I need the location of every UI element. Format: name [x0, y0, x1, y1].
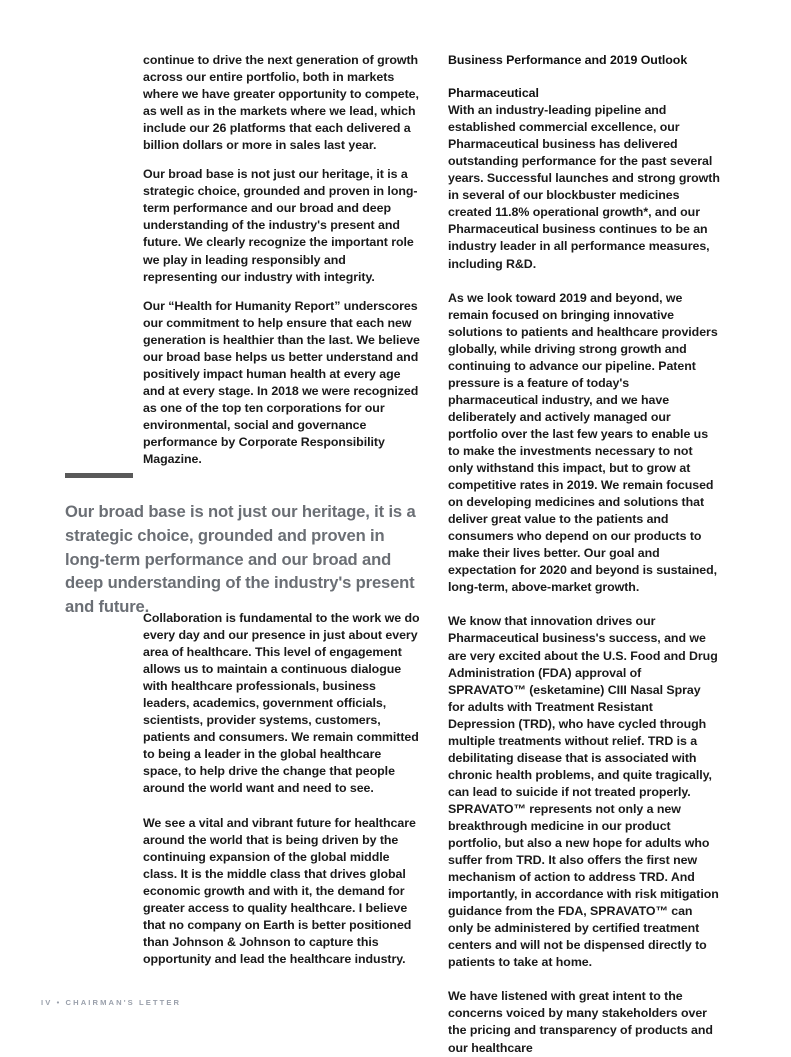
subsection-heading-pharmaceutical: Pharmaceutical: [448, 86, 539, 101]
left-text-column-lower: [143, 610, 421, 968]
paragraph-vital-vibrant-future: We see a vital and vibrant future for healthcare around the world that is being driven by the continuing expansion of the global middle class. It is the middle class that drives global economic growth and with it, the demand for greater access to quality healthcare. I believe that no company on Earth is better positioned than Johnson & Johnson to capture this opportunity and lead the healthcare industry.: [143, 815, 416, 966]
paragraph-health-for-humanity: Our “Health for Humanity Report” underscores our commitment to help ensure that each new generation is healthier than the last. We believe our broad base helps us better understand and positively impact human health at every age and at every stage. In 2018 we were recognized as one of the top ten corporations for our environmental, social and governance performance by Corporate Responsibility Magazine.: [143, 298, 420, 467]
paragraph-listened-with-great-intent: We have listened with great intent to the concerns voiced by many stakeholders over the pricing and transparency of products and our healthcare: [448, 989, 713, 1055]
left-text-column: [143, 52, 421, 468]
right-text-column: [448, 52, 720, 1057]
pullquote: [65, 473, 425, 619]
paragraph-industry-leading-pipeline: With an industry-leading pipeline and established commercial excellence, our Pharmaceutical business has delivered outstanding performance for the past several years. Successful launches and strong growth in several of our blockbuster medicines created 11.8% operational growth*, and our Pharmaceutical business continues to be an industry leader in all performance measures, including R&D.: [448, 103, 720, 271]
paragraph-innovation-spravato: We know that innovation drives our Pharmaceutical business's success, and we are very excited about the U.S. Food and Drug Administration (FDA) approval of SPRAVATO™ (esketamine) CIII Nasal Spray for adults with Treatment Resistant Depression (TRD), who have cycled through multiple treatments without relief. TRD is a debilitating disease that is associated with chronic health problems, and quite tragically, can lead to suicide if not treated properly. SPRAVATO™ represents not only a new breakthrough medicine in our product portfolio, but also a new hope for adults who suffer from TRD. It also offers the first new mechanism of action to address TRD. And importantly, in accordance with risk mitigation guidance from the FDA, SPRAVATO™ can only be administered by certified treatment centers and will not be dispensed directly to patients to take at home.: [448, 614, 719, 970]
paragraph-look-toward-2019: As we look toward 2019 and beyond, we remain focused on bringing innovative solutions to patients and healthcare providers globally, while driving strong growth and continuing to advance our pipeline. Patent pressure is a feature of today's pharmaceutical industry, and we have deliberately and actively managed our portfolio over the last few years to enable us to make the investments necessary to not only withstand this impact, but to grow at competitive rates in 2019. We remain focused on developing medicines and solutions that deliver great value to the patients and consumers who depend on our products to make their lives better. Our goal and expectation for 2020 and beyond is sustained, long-term, above-market growth.: [448, 290, 718, 595]
paragraph-broad-base: Our broad base is not just our heritage, it is a strategic choice, grounded and proven in long-term performance and our broad and deep understanding of the industry's present and future. We clearly recognize the important role we play in leading responsibly and representing our industry with integrity.: [143, 167, 418, 284]
paragraph-collaboration: Collaboration is fundamental to the work we do every day and our presence in just about every area of healthcare. This level of engagement allows us to maintain a continuous dialogue with healthcare professionals, business leaders, academics, government officials, scientists, provider systems, customers, patients and consumers. We remain committed to being a leader in the global healthcare space, to help drive the change that people around the world want and need to see.: [143, 611, 420, 796]
pullquote-rule: [65, 473, 133, 478]
section-heading-business-performance: Business Performance and 2019 Outlook: [448, 53, 688, 67]
page-footer: IV • CHAIRMAN'S LETTER: [41, 998, 182, 1007]
paragraph-continue-to-drive: continue to drive the next generation of growth across our entire portfolio, both in markets where we have greater opportunity to compete, as well as in the markets where we lead, which include our 26 platforms that each delivered a billion dollars or more in sales last year.: [143, 53, 419, 153]
pullquote-text: Our broad base is not just our heritage, it is a strategic choice, grounded and proven in long-term performance and our broad and deep understanding of the industry's present and future.: [65, 502, 416, 617]
